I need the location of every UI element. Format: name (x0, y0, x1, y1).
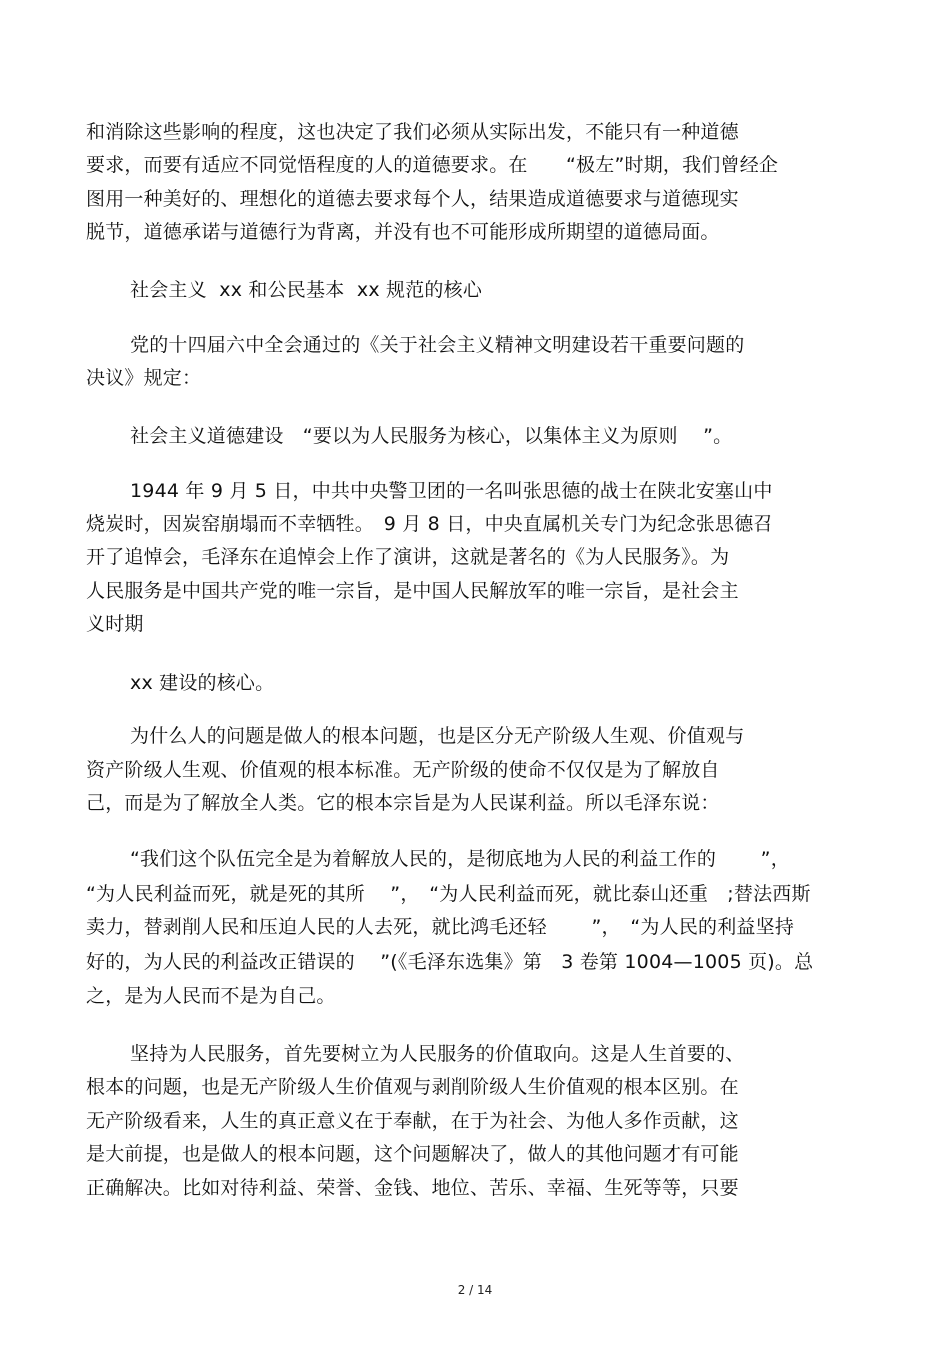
paragraph-line: 烧炭时，因炭窑崩塌而不幸牺牲。 9 月 8 日，中央直属机关专门为纪念张思德召 (86, 513, 773, 535)
quote-line: 社会主义道德建设 “要以为人民服务为核心，以集体主义为原则 ”。 (130, 425, 733, 447)
section-heading: 社会主义 xx 和公民基本 xx 规范的核心 (130, 279, 483, 301)
paragraph-line: 要求，而要有适应不同觉悟程度的人的道德要求。在 “极左”时期，我们曾经企 (86, 154, 779, 176)
paragraph-line: 是大前提，也是做人的根本问题，这个问题解决了，做人的其他问题才有可能 (86, 1143, 739, 1165)
paragraph-line: 开了追悼会，毛泽东在追悼会上作了演讲，这就是著名的《为人民服务》。为 (86, 546, 730, 568)
quote-line: “为人民利益而死，就是死的其所 ”， “为人民利益而死，就比泰山还重 ;替法西斯 (86, 883, 811, 905)
paragraph-line: 坚持为人民服务，首先要树立为人民服务的价值取向。这是人生首要的、 (130, 1043, 745, 1065)
paragraph-line: 根本的问题，也是无产阶级人生价值观与剥削阶级人生价值观的根本区别。在 (86, 1076, 739, 1098)
paragraph-line: 资产阶级人生观、价值观的根本标准。无产阶级的使命不仅仅是为了解放自 (86, 759, 720, 781)
paragraph-line: 正确解决。比如对待利益、荣誉、金钱、地位、苦乐、幸福、生死等等，只要 (86, 1177, 739, 1199)
paragraph-line: 人民服务是中国共产党的唯一宗旨，是中国人民解放军的唯一宗旨，是社会主 (86, 580, 739, 602)
paragraph-line: 和消除这些影响的程度，这也决定了我们必须从实际出发，不能只有一种道德 (86, 121, 739, 143)
page-number: 2 / 14 (457, 1283, 493, 1297)
quote-line: 卖力，替剥削人民和压迫人民的人去死，就比鸿毛还轻 ”， “为人民的利益坚持 (86, 916, 795, 938)
quote-line: 好的，为人民的利益改正错误的 ”(《毛泽东选集》第 3 卷第 1004—1005 页)。总 (86, 951, 814, 973)
quote-line: 之，是为人民而不是为自己。 (86, 985, 336, 1007)
paragraph-line: 1944 年 9 月 5 日，中共中央警卫团的一名叫张思德的战士在陕北安塞山中 (130, 480, 773, 502)
paragraph-line: 己，而是为了解放全人类。它的根本宗旨是为人民谋利益。所以毛泽东说： (86, 792, 720, 814)
paragraph-line: xx 建设的核心。 (130, 672, 275, 694)
paragraph-line: 无产阶级看来，人生的真正意义在于奉献，在于为社会、为他人多作贡献，这 (86, 1110, 739, 1132)
paragraph-line: 为什么人的问题是做人的根本问题，也是区分无产阶级人生观、价值观与 (130, 725, 745, 747)
paragraph-line: 图用一种美好的、理想化的道德去要求每个人，结果造成道德要求与道德现实 (86, 188, 739, 210)
paragraph-line: 义时期 (86, 613, 144, 635)
paragraph-line: 党的十四届六中全会通过的《关于社会主义精神文明建设若干重要问题的 (130, 334, 745, 356)
quote-line: “我们这个队伍完全是为着解放人民的，是彻底地为人民的利益工作的 ”， (130, 848, 790, 870)
paragraph-line: 脱节，道德承诺与道德行为背离，并没有也不可能形成所期望的道德局面。 (86, 221, 720, 243)
paragraph-line: 决议》规定： (86, 367, 202, 389)
